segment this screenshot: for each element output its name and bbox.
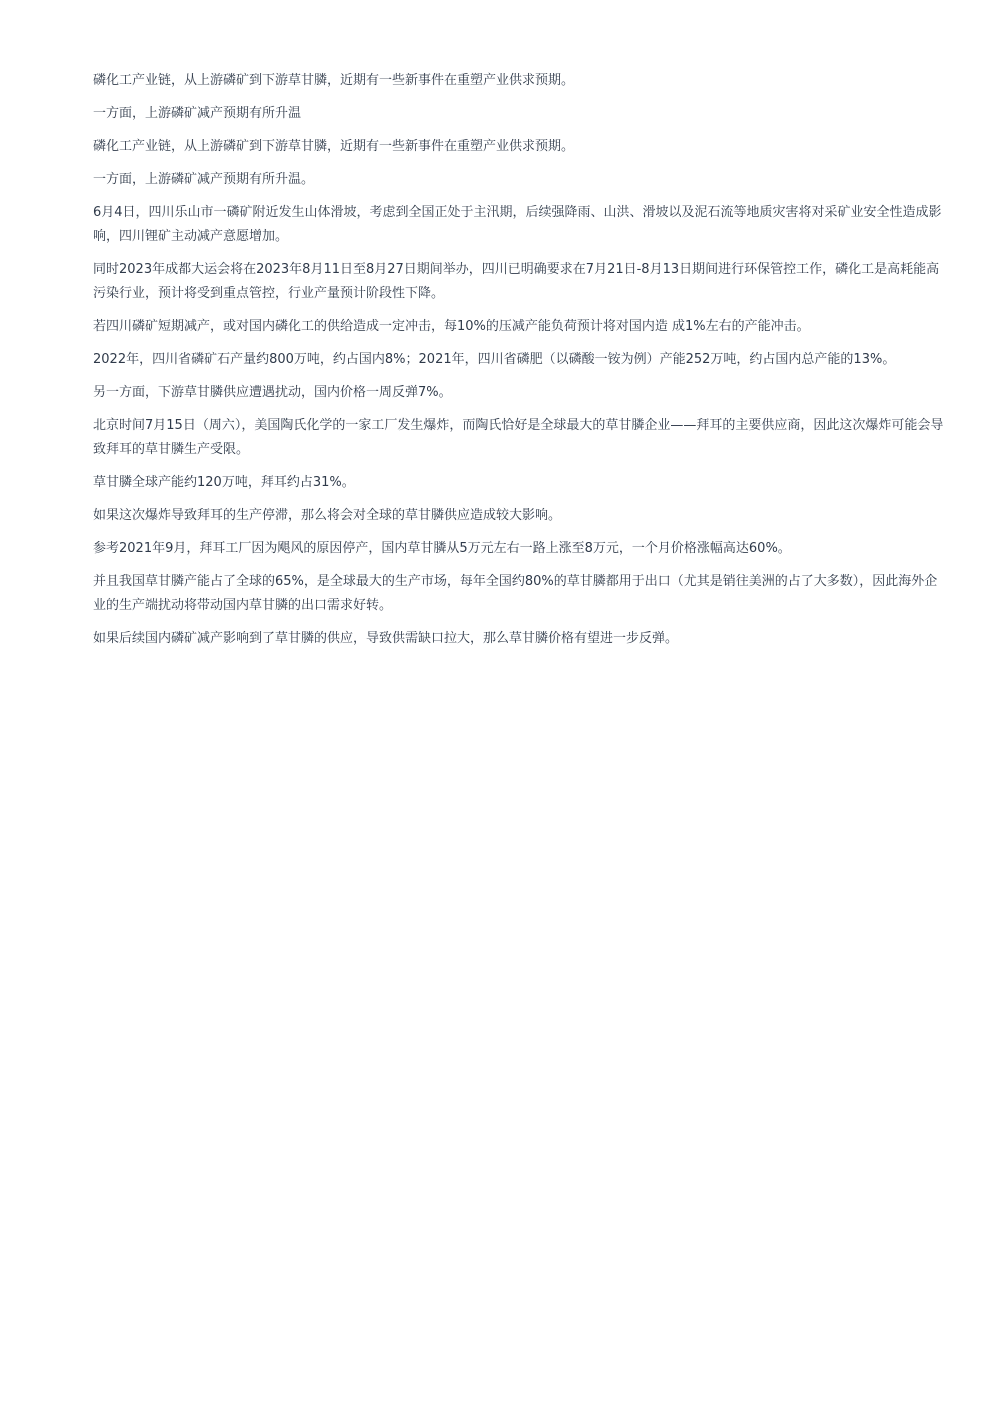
paragraph-1: 磷化工产业链，从上游磷矿到下游草甘膦，近期有一些新事件在重塑产业供求预期。 [93,73,575,88]
document-body [93,69,945,660]
paragraph-8: 2022年，四川省磷矿石产量约800万吨，约占国内8%；2021年，四川省磷肥（以磷酸一铵为例）产能252万吨，约占国内总产能的13%。 [93,352,896,367]
paragraph-7: 若四川磷矿短期减产，或对国内磷化工的供给造成一定冲击，每10%的压减产能负荷预计将对国内造 成1%左右的产能冲击。 [93,319,810,334]
paragraph-15: 如果后续国内磷矿减产影响到了草甘膦的供应，导致供需缺口拉大，那么草甘膦价格有望进一步反弹。 [93,631,679,646]
paragraph-9: 另一方面，下游草甘膦供应遭遇扰动，国内价格一周反弹7%。 [93,385,452,400]
paragraph-14: 并且我国草甘膦产能占了全球的65%，是全球最大的生产市场，每年全国约80%的草甘膦都用于出口（尤其是销往美洲的占了大多数），因此海外企业的生产端扰动将带动国内草甘膦的出口需求好转。 [93,574,938,613]
paragraph-10: 北京时间7月15日（周六），美国陶氏化学的一家工厂发生爆炸，而陶氏恰好是全球最大的草甘膦企业——拜耳的主要供应商，因此这次爆炸可能会导致拜耳的草甘膦生产受限。 [93,418,944,457]
paragraph-5: 6月4日，四川乐山市一磷矿附近发生山体滑坡，考虑到全国正处于主汛期，后续强降雨、山洪、滑坡以及泥石流等地质灾害将对采矿业安全性造成影响，四川锂矿主动减产意愿增加。 [93,205,942,244]
paragraph-13: 参考2021年9月，拜耳工厂因为飓风的原因停产，国内草甘膦从5万元左右一路上涨至8万元，一个月价格涨幅高达60%。 [93,541,791,556]
paragraph-12: 如果这次爆炸导致拜耳的生产停滞，那么将会对全球的草甘膦供应造成较大影响。 [93,508,562,523]
paragraph-3: 磷化工产业链，从上游磷矿到下游草甘膦，近期有一些新事件在重塑产业供求预期。 [93,139,575,154]
paragraph-2: 一方面，上游磷矿减产预期有所升温 [93,106,302,121]
paragraph-4: 一方面，上游磷矿减产预期有所升温。 [93,172,315,187]
paragraph-6: 同时2023年成都大运会将在2023年8月11日至8月27日期间举办，四川已明确要求在7月21日-8月13日期间进行环保管控工作，磷化工是高耗能高污染行业，预计将受到重点管控，行业产量预计阶段性下降。 [93,262,940,301]
paragraph-11: 草甘膦全球产能约120万吨，拜耳约占31%。 [93,475,355,490]
